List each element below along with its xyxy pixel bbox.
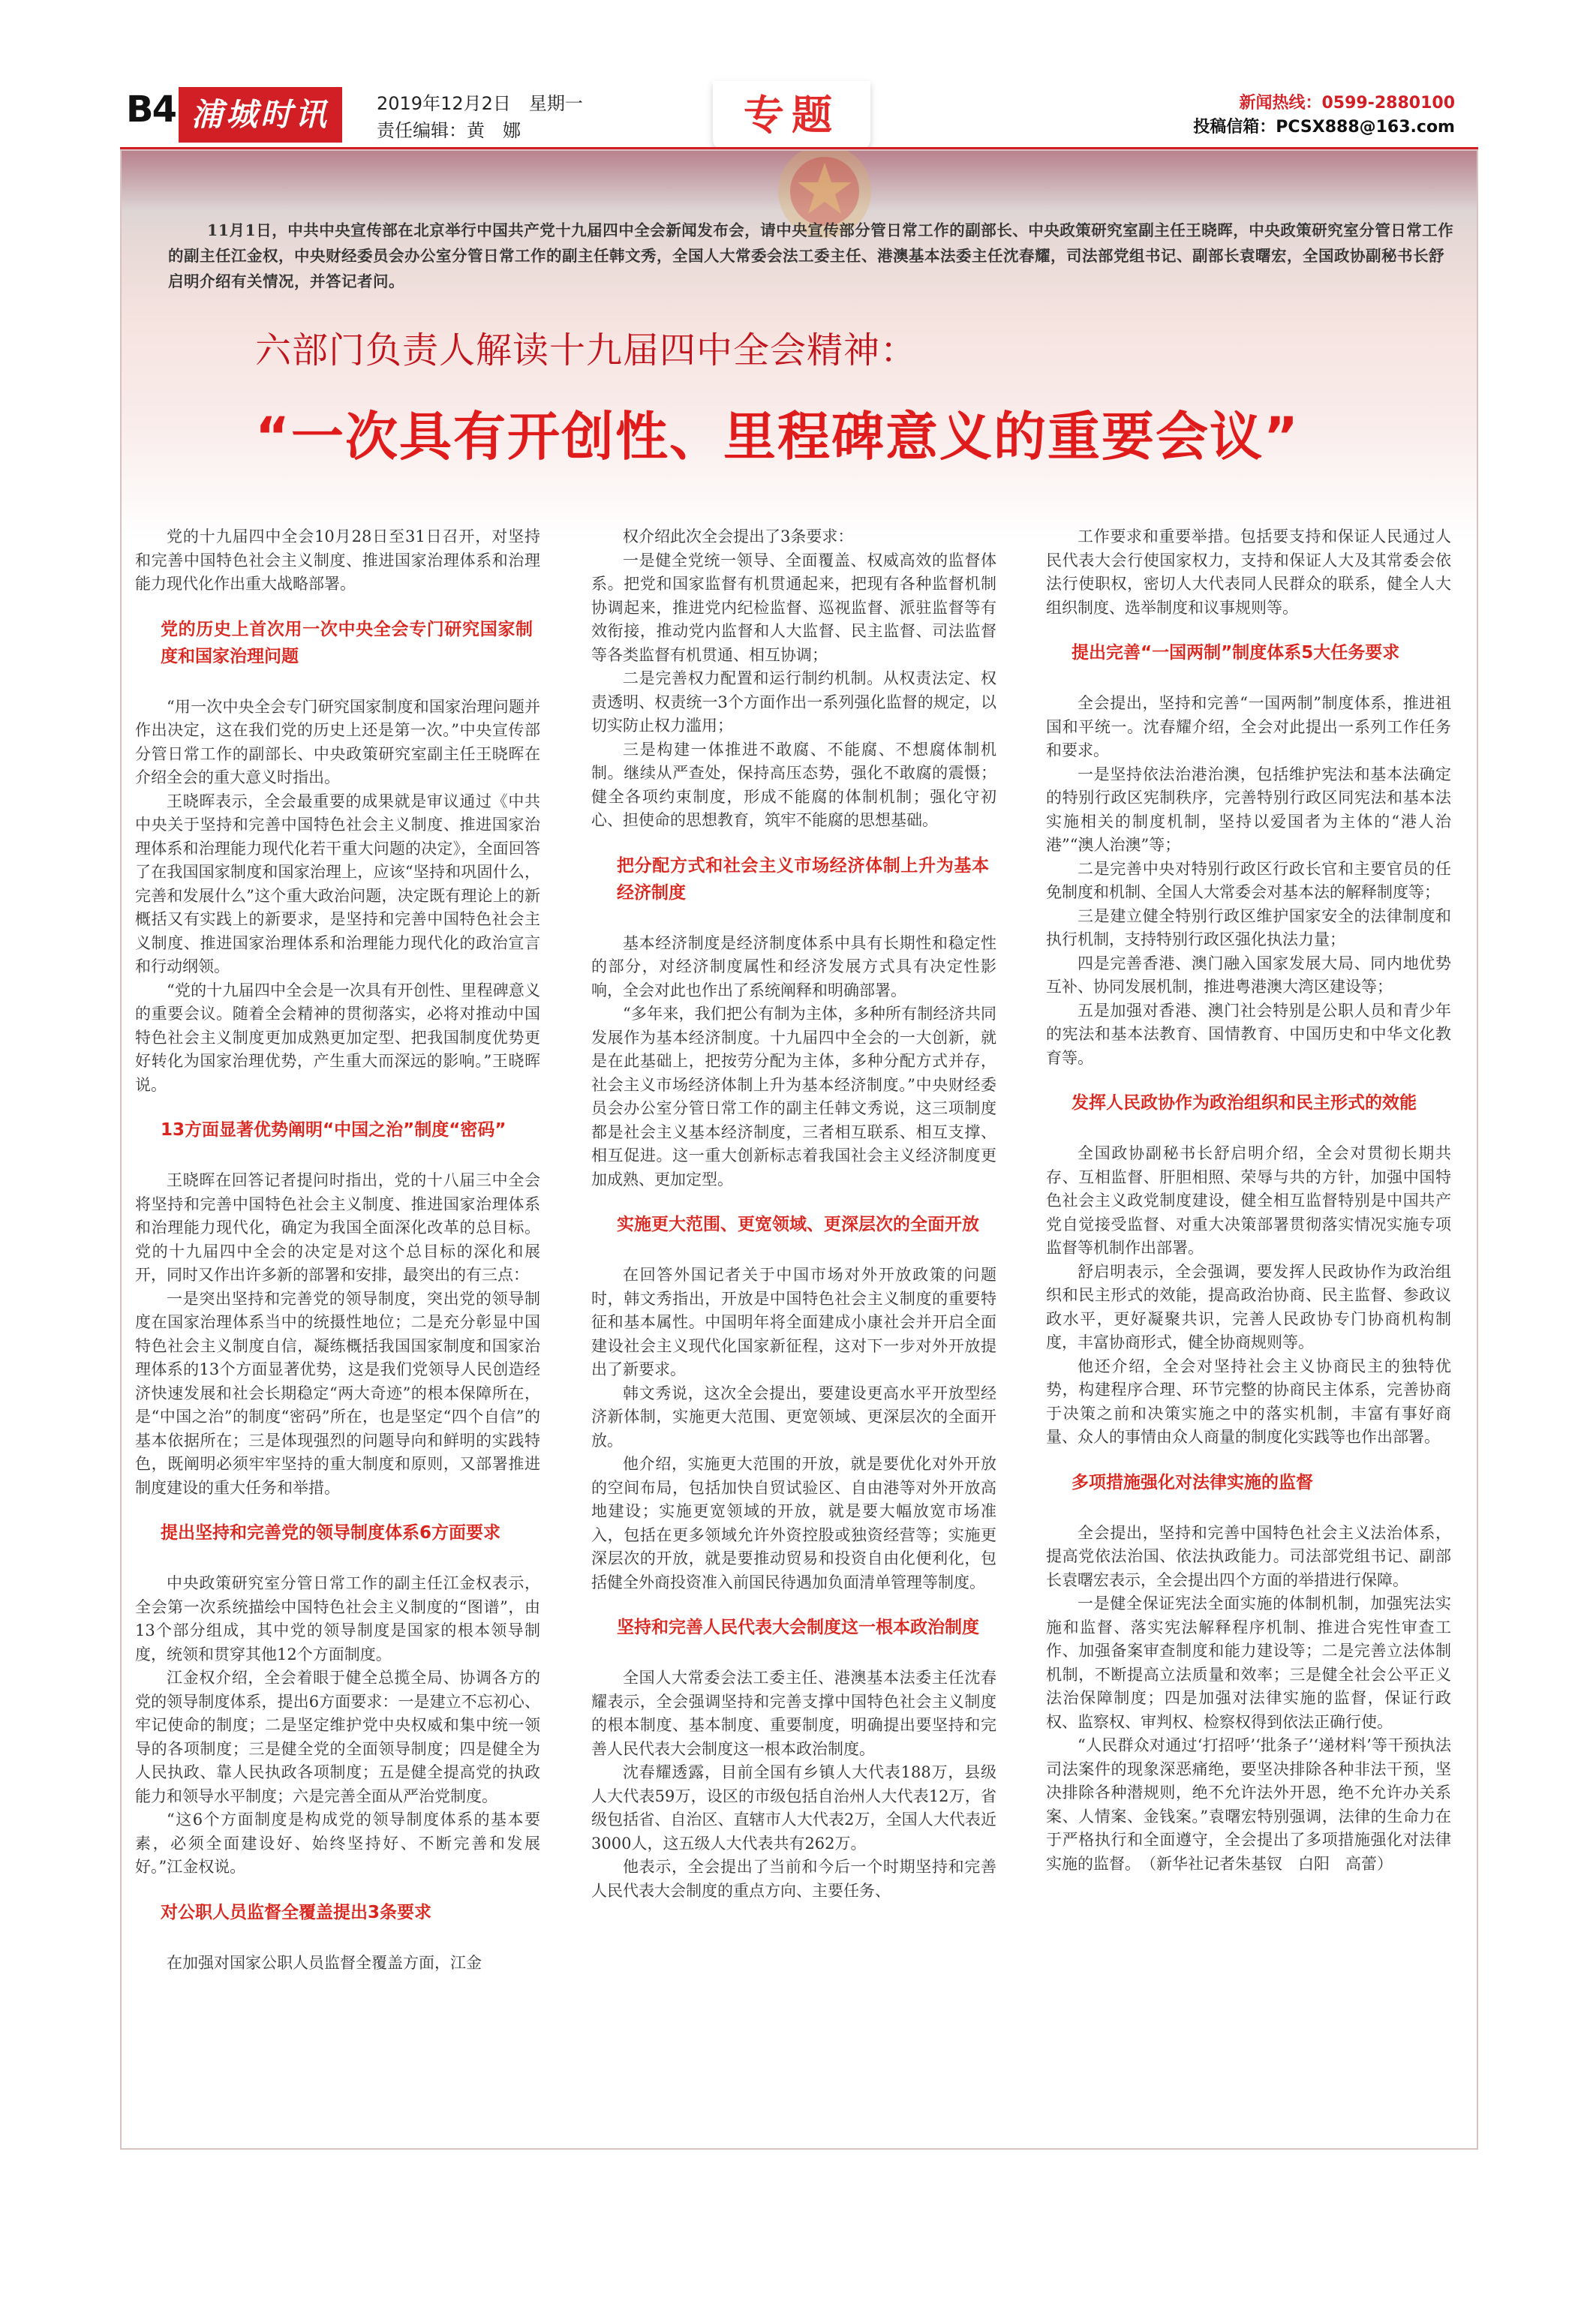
subheading: 把分配方式和社会主义市场经济体制上升为基本经济制度 [617, 855, 989, 903]
paragraph: 权介绍此次全会提出了3条要求： [623, 527, 854, 545]
subheading: 坚持和完善人民代表大会制度这一根本政治制度 [617, 1618, 979, 1637]
news-hotline: 新闻热线：0599-2880100 [1239, 94, 1455, 113]
paragraph: 在回答外国记者关于中国市场对外开放政策的问题时，韩文秀指出，开放是中国特色社会主义制度的重要特征和基本属性。中国明年将全面建成小康社会并开启全面建设社会主义现代化国家新征程，这对下一步对外开放提出了新要求。 [591, 1266, 996, 1378]
subheading: 发挥人民政协作为政治组织和民主形式的效能 [1072, 1093, 1417, 1113]
submission-email: 投稿信箱：PCSX888@163.com [1193, 118, 1455, 137]
paragraph: 王晓晖表示，全会最重要的成果就是审议通过《中共中央关于坚持和完善中国特色社会主义制度、推进国家治理体系和治理能力现代化若干重大问题的决定》，全面回答了在我国国家制度和国家治理上，应该“坚持和巩固什么，完善和发展什么”这个重大政治问题，决定既有理论上的新概括又有实践上的新要求，是坚持和完善中国特色社会主义制度、推进国家治理体系和治理能力现代化的政治宣言和行动纲领。 [135, 792, 540, 975]
editor-credit: 责任编辑：黄 娜 [377, 120, 521, 141]
paragraph: 全会提出，坚持和完善中国特色社会主义法治体系，提高党依法治国、依法执政能力。司法部党组书记、副部长袁曙宏表示，全会提出四个方面的举措进行保障。 [1046, 1523, 1451, 1589]
paragraph: 二是完善权力配置和运行制约机制。从权责法定、权责透明、权责统一3个方面作出一系列强化监督的规定，以切实防止权力滥用； [591, 669, 996, 735]
paragraph: 基本经济制度是经济制度体系中具有长期性和稳定性的部分，对经济制度属性和经济发展方式具有决定性影响，全会对此也作出了系统阐释和明确部署。 [591, 933, 996, 999]
paragraph: 一是突出坚持和完善党的领导制度，突出党的领导制度在国家治理体系当中的统摄性地位；二是充分彰显中国特色社会主义制度自信，凝练概括我国国家制度和国家治理体系的13个方面显著优势，这是我们党领导人民创造经济快速发展和社会长期稳定“两大奇迹”的根本保障所在，是“中国之治”的制度“密码”所在，也是坚定“四个自信”的基本依据所在；三是体现强烈的问题导向和鲜明的实践特色，既阐明必须牢牢坚持的重大制度和原则，又部署推进制度建设的重大任务和举措。 [135, 1289, 540, 1497]
subheading: 13方面显著优势阐明“中国之治”制度“密码” [161, 1120, 506, 1140]
paragraph: 江金权介绍，全会着眼于健全总揽全局、协调各方的党的领导制度体系，提出6方面要求：一是建立不忘初心、牢记使命的制度；二是坚定维护党中央权威和集中统一领导的各项制度；三是健全党的全面领导制度；四是健全为人民执政、靠人民执政各项制度；五是健全提高党的执政能力和领导水平制度；六是完善全面从严治党制度。 [135, 1669, 540, 1805]
paragraph: 党的十九届四中全会10月28日至31日召开，对坚持和完善中国特色社会主义制度、推进国家治理体系和治理能力现代化作出重大战略部署。 [135, 527, 540, 593]
page-number: B4 [126, 89, 176, 131]
paragraph: 五是加强对香港、澳门社会特别是公职人员和青少年的宪法和基本法教育、国情教育、中国历史和中华文化教育等。 [1046, 1001, 1451, 1067]
article-column-2 [591, 525, 996, 1903]
subheading: 对公职人员监督全覆盖提出3条要求 [161, 1902, 432, 1922]
paragraph: “人民群众对通过‘打招呼’‘批条子’‘递材料’等干预执法司法案件的现象深恶痛绝，要坚决排除各种非法干预，坚决排除各种潜规则，绝不允许法外开恩，绝不允许办关系案、人情案、金钱案。”袁曙宏特别强调，法律的生命力在于严格执行和全面遵守，全会提出了多项措施强化对法律实施的监督。 （新华社记者朱基钗 白阳 高蕾） [1046, 1736, 1451, 1873]
issue-date: 2019年12月2日 星期一 [377, 93, 583, 114]
paragraph: 一是健全党统一领导、全面覆盖、权威高效的监督体系。把党和国家监督有机贯通起来，把现有各种监督机制协调起来，推进党内纪检监督、巡视监督、派驻监督等有效衔接，推动党内监督和人大监督、民主监督、司法监督等各类监督有机贯通、相互协调； [591, 551, 996, 664]
paragraph: 全国政协副秘书长舒启明介绍，全会对贯彻长期共存、互相监督、肝胆相照、荣辱与共的方针，加强中国特色社会主义政党制度建设，健全相互监督特别是中国共产党自觉接受监督、对重大决策部署贯彻落实情况实施专项监督等机制作出部署。 [1046, 1144, 1451, 1257]
paragraph: 工作要求和重要举措。包括要支持和保证人民通过人民代表大会行使国家权力，支持和保证人大及其常委会依法行使职权，密切人大代表同人民群众的联系，健全人大组织制度、选举制度和议事规则等。 [1046, 527, 1451, 617]
paragraph: 全会提出，坚持和完善“一国两制”制度体系，推进祖国和平统一。沈春耀介绍，全会对此提出一系列工作任务和要求。 [1046, 694, 1451, 759]
paragraph: 中央政策研究室分管日常工作的副主任江金权表示，全会第一次系统描绘中国特色社会主义制度的“图谱”，由13个部分组成，其中党的领导制度是国家的根本领导制度，统领和贯穿其他12个方面制度。 [135, 1574, 540, 1663]
paragraph: 一是坚持依法治港治澳，包括维护宪法和基本法确定的特别行政区宪制秩序，完善特别行政区同宪法和基本法实施相关的制度机制，坚持以爱国者为主体的“港人治港”“澳人治澳”等； [1046, 765, 1451, 854]
article-column-1 [135, 525, 540, 1975]
headline: “一次具有开创性、里程碑意义的重要会议” [255, 406, 1300, 467]
paragraph: 他介绍，实施更大范围的开放，就是要优化对外开放的空间布局，包括加快自贸试验区、自由港等对外开放高地建设；实施更宽领域的开放，就是要大幅放宽市场准入，包括在更多领域允许外资控股或独资经营等；实施更深层次的开放，就是要推动贸易和投资自由化便利化，包括健全外商投资准入前国民待遇加负面清单管理等制度。 [591, 1455, 996, 1591]
paragraph: 四是完善香港、澳门融入国家发展大局、同内地优势互补、协同发展机制，推进粤港澳大湾区建设等； [1046, 954, 1451, 996]
page-header [0, 0, 1596, 158]
paragraph: 舒启明表示，全会强调，要发挥人民政协作为政治组织和民主形式的效能，提高政治协商、民主监督、参政议政水平，更好凝聚共识，完善人民政协专门协商机构制度，丰富协商形式，健全协商规则等。 [1046, 1262, 1451, 1351]
subheading: 党的历史上首次用一次中央全会专门研究国家制度和国家治理问题 [161, 619, 533, 666]
paragraph: 全国人大常委会法工委主任、港澳基本法委主任沈春耀表示，全会强调坚持和完善支撑中国特色社会主义制度的根本制度、基本制度、重要制度，明确提出要坚持和完善人民代表大会制度这一根本政治制度。 [591, 1669, 996, 1758]
kicker-title: 六部门负责人解读十九届四中全会精神： [255, 329, 918, 371]
subheading: 多项措施强化对法律实施的监督 [1072, 1472, 1313, 1492]
paragraph: “党的十九届四中全会是一次具有开创性、里程碑意义的重要会议。随着全会精神的贯彻落实，必将对推动中国特色社会主义制度更加成熟更加定型、把我国制度优势更好转化为国家治理优势，产生重大而深远的影响。”王晓晖说。 [135, 981, 540, 1094]
paragraph: 王晓晖在回答记者提问时指出，党的十八届三中全会将坚持和完善中国特色社会主义制度、推进国家治理体系和治理能力现代化，确定为我国全面深化改革的总目标。党的十九届四中全会的决定是对这个总目标的深化和展开，同时又作出许多新的部署和安排，最突出的有三点： [135, 1171, 540, 1284]
paragraph: “用一次中央全会专门研究国家制度和国家治理问题并作出决定，这在我们党的历史上还是第一次。”中央宣传部分管日常工作的副部长、中央政策研究室副主任王晓晖在介绍全会的重大意义时指出。 [135, 697, 540, 786]
article-column-3 [1046, 525, 1451, 1876]
subheading: 提出坚持和完善党的领导制度体系6方面要求 [161, 1523, 501, 1543]
paragraph: 他表示，全会提出了当前和今后一个时期坚持和完善人民代表大会制度的重点方向、主要任务、 [591, 1858, 996, 1900]
paragraph: 沈春耀透露，目前全国有乡镇人大代表188万，县级人大代表59万，设区的市级包括自治州人大代表12万，省级包括省、自治区、直辖市人大代表2万，全国人大代表近3000人，这五级人大代表共有262万。 [591, 1763, 996, 1853]
paragraph: 在加强对国家公职人员监督全覆盖方面，江金 [167, 1953, 482, 1972]
paragraph: “这6个方面制度是构成党的领导制度体系的基本要素，必须全面建设好、始终坚持好、不断完善和发展好。”江金权说。 [135, 1811, 540, 1876]
paragraph: 一是健全保证宪法全面实施的体制机制，加强宪法实施和监督、落实宪法解释程序机制、推进合宪性审查工作、加强备案审查制度和能力建设等；二是完善立法体制机制，不断提高立法质量和效率；三是健全社会公平正义法治保障制度；四是加强对法律实施的监督，保证行政权、监察权、审判权、检察权得到依法正确行使。 [1046, 1594, 1451, 1731]
paragraph: “多年来，我们把公有制为主体，多种所有制经济共同发展作为基本经济制度。十九届四中全会的一大创新，就是在此基础上，把按劳分配为主体，多种分配方式并存，社会主义市场经济体制上升为基本经济制度。”中央财经委员会办公室分管日常工作的副主任韩文秀说，这三项制度都是社会主义基本经济制度，三者相互联系、相互支撑、相互促进。这一重大创新标志着我国社会主义经济制度更加成熟、更加定型。 [591, 1005, 996, 1189]
lead-paragraph: 11月1日，中共中央宣传部在北京举行中国共产党十九届四中全会新闻发布会，请中央宣传部分管日常工作的副部长、中央政策研究室副主任王晓晖，中央政策研究室分管日常工作的副主任江金权，中央财经委员会办公室分管日常工作的副主任韩文秀，全国人大常委会法工委主任、港澳基本法委主任沈春耀，司法部党组书记、副部长袁曙宏，全国政协副秘书长舒启明介绍有关情况，并答记者问。 [168, 221, 1454, 290]
paragraph: 三是建立健全特别行政区维护国家安全的法律制度和执行机制，支持特别行政区强化执法力量； [1046, 906, 1451, 948]
paragraph: 二是完善中央对特别行政区行政长官和主要官员的任免制度和机制、全国人大常委会对基本法的解释制度等； [1046, 859, 1451, 901]
masthead-logo: 浦城时讯 [179, 87, 342, 143]
subheading: 提出完善“一国两制”制度体系5大任务要求 [1072, 643, 1400, 663]
paragraph: 韩文秀说，这次全会提出，要建设更高水平开放型经济新体制，实施更大范围、更宽领域、更深层次的全面开放。 [591, 1384, 996, 1450]
paragraph: 他还介绍，全会对坚持社会主义协商民主的独特优势，构建程序合理、环节完整的协商民主体系，完善协商于决策之前和决策实施之中的落实机制，丰富有事好商量、众人的事情由众人商量的制度化实践等也作出部署。 [1046, 1357, 1451, 1446]
section-tab: 专题 [713, 81, 870, 150]
contact-info [1193, 92, 1455, 140]
subheading: 实施更大范围、更宽领域、更深层次的全面开放 [617, 1215, 979, 1234]
publication-meta [377, 90, 583, 144]
paragraph: 三是构建一体推进不敢腐、不能腐、不想腐体制机制。继续从严查处，保持高压态势，强化不敢腐的震慑；健全各项约束制度，形成不能腐的体制机制；强化守初心、担使命的思想教育，筑牢不能腐的思想基础。 [591, 740, 996, 829]
